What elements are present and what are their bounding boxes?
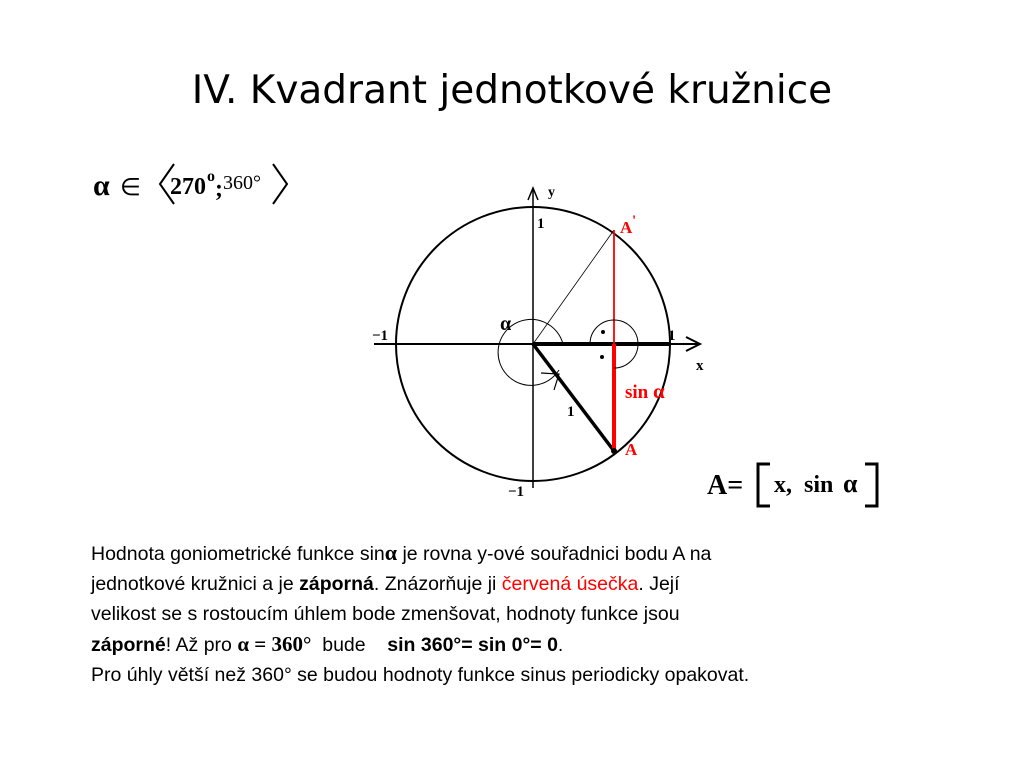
interval-lower: 270 bbox=[170, 174, 206, 200]
paragraph-line-4 bbox=[91, 629, 971, 660]
tangent-helper-line bbox=[533, 230, 614, 344]
radius-line bbox=[533, 344, 614, 451]
x-axis-label: x bbox=[696, 358, 704, 374]
line2-red-segment: červená úsečka bbox=[501, 573, 639, 595]
line2-text-d: . Její bbox=[638, 573, 680, 595]
unit-circle-diagram bbox=[360, 180, 720, 500]
y-bottom-label: −1 bbox=[508, 484, 525, 500]
explanation-paragraph bbox=[91, 538, 971, 690]
coordinates-formula bbox=[700, 458, 890, 513]
interval-separator: ; bbox=[215, 176, 223, 202]
coords-lhs: A= bbox=[707, 470, 744, 501]
coords-alpha: α bbox=[843, 469, 858, 498]
interval-degree: o bbox=[207, 168, 215, 185]
interval-alpha: α bbox=[93, 169, 110, 202]
point-a-dot bbox=[611, 448, 617, 454]
line1-text-b: je rovna y-ové souřadnici bodu A na bbox=[397, 543, 712, 565]
line1-text-a: Hodnota goniometrické funkce sin bbox=[91, 543, 385, 565]
line2-text-a: jednotkové kružnici a je bbox=[91, 573, 300, 595]
paragraph-line-1 bbox=[91, 538, 971, 569]
right-angle-dot-2 bbox=[600, 355, 604, 359]
line2-negative-bold: záporná bbox=[299, 573, 374, 595]
x-left-label: −1 bbox=[372, 328, 389, 344]
sin-label: sin bbox=[625, 382, 649, 403]
line4-formula: α = 360° bbox=[237, 632, 312, 656]
page-title: IV. Kvadrant jednotkové kružnice bbox=[191, 68, 833, 113]
line4-text-b: ! Až pro bbox=[165, 634, 238, 656]
sin-alpha-label: α bbox=[653, 379, 665, 403]
interval-formula bbox=[90, 158, 300, 208]
point-a-prime-label: A bbox=[620, 218, 633, 237]
paragraph-line-5: Pro úhly větší než 360° se budou hodnoty funkce sinus periodicky opakovat. bbox=[91, 664, 750, 686]
line1-alpha: α bbox=[384, 540, 398, 565]
coords-right-bracket bbox=[865, 464, 877, 506]
line4-negative-bold: záporné bbox=[91, 634, 166, 656]
interval-right-bracket bbox=[273, 164, 287, 204]
alpha-label: α bbox=[500, 313, 512, 335]
point-a-label: A bbox=[625, 440, 638, 459]
interval-element-of: ∈ bbox=[120, 173, 141, 201]
coords-sin: sin bbox=[804, 472, 834, 498]
line4-result-bold: sin 360°= sin 0°= 0 bbox=[387, 634, 558, 656]
line4-text-e: . bbox=[557, 634, 564, 656]
line4-text-c: bude bbox=[311, 634, 388, 656]
point-a-prime-mark: ' bbox=[632, 213, 637, 229]
line2-text-c: . Znázorňuje ji bbox=[373, 573, 502, 595]
y-top-label: 1 bbox=[537, 216, 545, 232]
right-angle-dot-1 bbox=[601, 330, 605, 334]
radius-label: 1 bbox=[567, 404, 575, 420]
coords-x: x, bbox=[774, 472, 792, 498]
x-right-label: 1 bbox=[668, 328, 676, 344]
interval-upper: 360° bbox=[223, 172, 261, 194]
coords-left-bracket bbox=[758, 464, 770, 506]
y-axis-label: y bbox=[548, 185, 555, 200]
paragraph-line-3: velikost se s rostoucím úhlem bode zmenšovat, hodnoty funkce jsou bbox=[91, 603, 680, 625]
paragraph-line-2 bbox=[91, 569, 971, 599]
